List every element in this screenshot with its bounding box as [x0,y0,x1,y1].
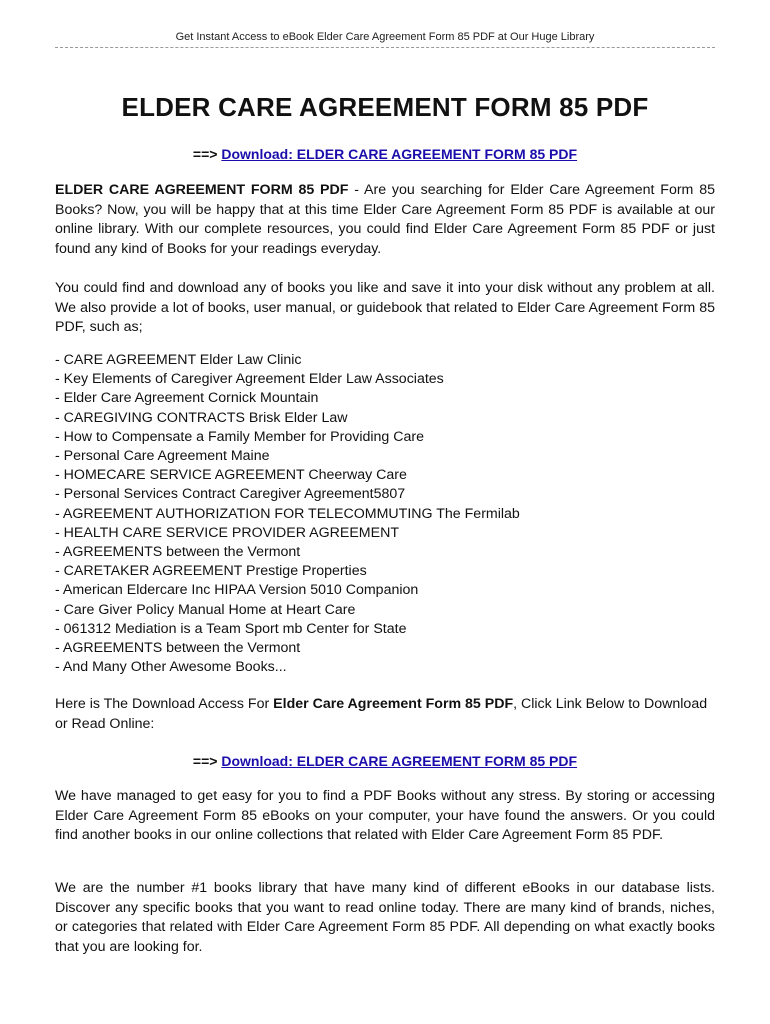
book-list-item: - CAREGIVING CONTRACTS Brisk Elder Law [55,409,348,426]
book-list-item: - Elder Care Agreement Cornick Mountain [55,390,319,407]
access-before: Here is The Download Access For [55,696,274,712]
header-divider [55,47,715,48]
download-prefix: ==> [192,146,218,162]
paragraph-2: You could find and download any of books you like and save it into your disk without any problem at all. We also provide a lot of books, user manual, or guidebook that related to Elder Care Agreement Form 85 PDF, such as; [55,280,715,335]
book-list-item: - CARETAKER AGREEMENT Prestige Properties [55,563,367,580]
book-list-item: - AGREEMENTS between the Vermont [55,544,301,561]
book-list-item: - HEALTH CARE SERVICE PROVIDER AGREEMENT [55,524,399,541]
download-link-middle[interactable]: Download: ELDER CARE AGREEMENT FORM 85 PDF [221,753,578,769]
download-prefix: ==> [192,753,218,769]
download-line-middle [55,753,715,769]
book-list-item: - How to Compensate a Family Member for Providing Care [55,428,425,445]
page-title: ELDER CARE AGREEMENT FORM 85 PDF [121,92,649,122]
book-list-item: - American Eldercare Inc HIPAA Version 5010 Companion [55,582,419,599]
book-list-item: - Personal Services Contract Caregiver Agreement5807 [55,486,406,503]
book-list-item: - Personal Care Agreement Maine [55,448,270,465]
download-link-top[interactable]: Download: ELDER CARE AGREEMENT FORM 85 PDF [221,146,578,162]
book-list-item: - CARE AGREEMENT Elder Law Clinic [55,352,302,368]
download-line-top [55,146,715,162]
access-bold: Elder Care Agreement Form 85 PDF [273,696,514,712]
book-list-item: - AGREEMENT AUTHORIZATION FOR TELECOMMUTING The Fermilab [55,505,520,522]
paragraph-5: We are the number #1 books library that have many kind of different eBooks in our database lists. Discover any specific books that you want to read online today. There are many kind of brands, niches, or categories that related with Elder Care Agreement Form 85 PDF. All depending on what exactly books that you are looking for. [55,880,715,955]
paragraph-4: We have managed to get easy for you to find a PDF Books without any stress. By storing or accessing Elder Care Agreement Form 85 eBooks on your computer, your have found the answers. Or you could find another books in our online collections that related with Elder Care Agreement Form 85 PDF. [55,788,715,843]
intro-bold-title: ELDER CARE AGREEMENT FORM 85 PDF [55,182,349,198]
access-paragraph [55,695,715,734]
book-list-item: - 061312 Mediation is a Team Sport mb Center for State [55,620,407,637]
book-list-item: - HOMECARE SERVICE AGREEMENT Cheerway Care [55,467,407,484]
book-list-item: - And Many Other Awesome Books... [55,659,287,676]
book-list-item: - Care Giver Policy Manual Home at Heart Care [55,601,356,618]
intro-paragraph [55,181,715,259]
header-banner: Get Instant Access to eBook Elder Care Agreement Form 85 PDF at Our Huge Library [175,31,595,43]
book-list-item: - AGREEMENTS between the Vermont [55,640,301,657]
access-after: , Click Link Below to Download or Read Online: [55,696,708,732]
book-list-item: - Key Elements of Caregiver Agreement Elder Law Associates [55,371,444,388]
intro-text: - Are you searching for Elder Care Agreement Form 85 Books? Now, you will be happy that at this time Elder Care Agreement Form 85 PDF is available at our online library. With our complete resources, you could find Elder Care Agreement Form 85 PDF or just found any kind of Books for your readings everyday. [55,182,715,257]
book-list [55,351,715,677]
